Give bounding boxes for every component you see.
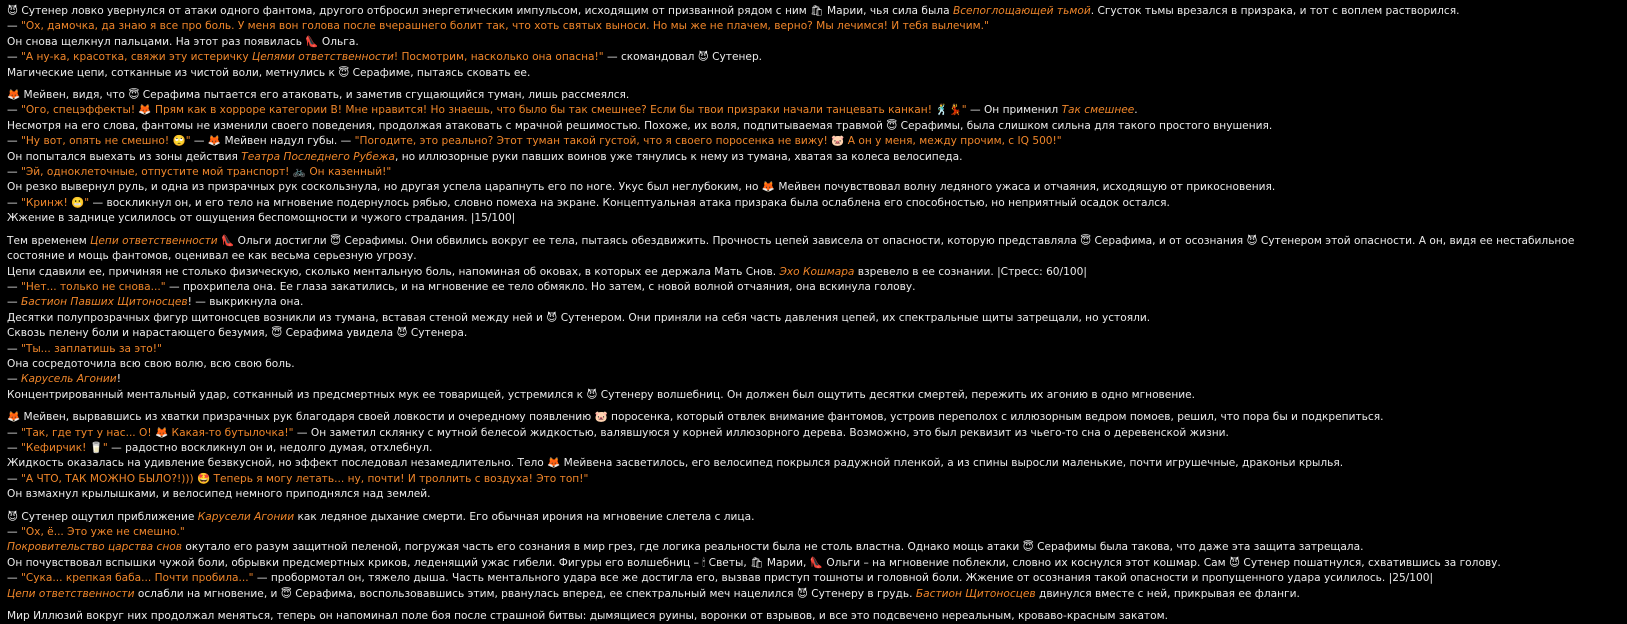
- narration-text: окутало его разум защитной пеленой, погружая часть его сознания в мир грез, где логика реальности была не столь властна. Однако мощь атаки 😇 Серафимы была такова, что даже эта защита затрещала.: [181, 541, 1364, 554]
- paragraph-gap: [7, 81, 1619, 88]
- ability-name: Бастион Щитоносцев: [915, 587, 1036, 600]
- story-line: [7, 265, 1619, 280]
- story-line: [7, 295, 1619, 310]
- narration-text: Несмотря на его слова, фантомы не изменили своего поведения, продолжая атаковать с мрачной решимостью. Похоже, их воля, подпитываемая травмой 😇 Серафимы, была слишком сильна для такого простого внушения.: [7, 119, 1273, 132]
- story-line: [7, 211, 1619, 226]
- ability-name: Цепями ответственности: [251, 51, 394, 64]
- story-line: [7, 35, 1619, 50]
- narration-text: —: [7, 51, 21, 64]
- narration-text: !: [116, 373, 121, 386]
- story-line: [7, 342, 1619, 357]
- narration-text: — радостно воскликнул он и, недолго думая, отхлебнул.: [107, 441, 433, 454]
- dialogue-text: "Ох, ё... Это уже не смешно.": [20, 526, 185, 538]
- narration-text: Он попытался выехать из зоны действия: [7, 150, 242, 163]
- ability-name: Покровительство царства снов: [7, 541, 182, 554]
- narration-text: — Он заметил склянку с мутной белесой жидкостью, валявшуюся у корней иллюзорного дерева. Возможно, это был реквизит из чьего-то сна о деревенской жизни.: [293, 426, 1229, 439]
- narration-text: Он снова щелкнул пальцами. На этот раз появилась 👠 Ольга.: [7, 35, 359, 48]
- story-line: [7, 587, 1619, 602]
- story-line: [7, 426, 1619, 441]
- narration-text: —: [7, 472, 21, 485]
- narration-text: Десятки полупрозрачных фигур щитоносцев возникли из тумана, вставая стеной между ней и 😈 Сутенером. Они приняли на себя часть давления цепей, их спектральные щиты затрещали, но устояли.: [7, 311, 1151, 324]
- paragraph-gap: [7, 403, 1619, 410]
- dialogue-text: "Кефирчик! 🥛": [20, 441, 108, 454]
- narration-text: —: [7, 526, 21, 538]
- story-line: [7, 609, 1619, 624]
- narration-text: ослабли на мгновение, и 😇 Серафима, воспользовавшись этим, рванулась вперед, ее спектральный меч нацелился 😈 Сутенеру в грудь.: [134, 587, 916, 600]
- story-line: [7, 357, 1619, 372]
- narration-text: Он резко вывернул руль, и одна из призрачных рук соскользнула, но другая успела царапнуть его по ноге. Укус был неглубоким, но 🦊 Мейвен почувствовал волну ледяного ужаса и отчаяния, исходящую от прикосновения.: [7, 181, 1276, 194]
- narration-text: —: [7, 166, 21, 179]
- narration-text: —: [7, 104, 21, 117]
- ability-name: Карусель Агонии: [20, 373, 117, 386]
- story-line: [7, 119, 1619, 134]
- dialogue-text: "Ты... заплатишь за это!": [20, 342, 162, 355]
- narration-text: Цепи сдавили ее, причиняя не столько физическую, сколько ментальную боль, напоминая об оковах, в которых ее держала Мать Снов.: [7, 265, 780, 278]
- story-line: [7, 134, 1619, 149]
- story-line: [7, 165, 1619, 180]
- narration-text: 😈 Сутенер ощутил приближение: [7, 510, 198, 523]
- narration-text: 👠 Ольги достигли 😇 Серафимы. Они обвились вокруг ее тела, пытаясь обездвижить. Прочность цепей зависела от опасности, которую представляла 😇 Серафима, и от осознания 😈 Сутенером этой опасности. А он, видя ее нестабильное состояние и мощь фантомов, оценивал ее как весьма серьезную угрозу.: [7, 234, 1575, 263]
- story-line: [7, 50, 1619, 65]
- story-line: [7, 472, 1619, 487]
- ability-name: Всепоглощающей тьмой: [952, 5, 1091, 17]
- narration-text: Сквозь пелену боли и нарастающего безумия, 😇 Серафима увидела 😈 Сутенера.: [7, 327, 468, 340]
- ability-name: Карусели Агонии: [197, 510, 295, 523]
- narration-text: Концентрированный ментальный удар, сотканный из предсмертных мук ее товарищей, устремился к 😈 Сутенеру волшебниц. Он должен был ощутить десятки смертей, пережить их агонию в одно мгновение.: [7, 388, 1196, 401]
- narration-text: —: [7, 441, 21, 454]
- narration-text: 🦊 Мейвен, видя, что 😇 Серафима пытается его атаковать, и заметив сгущающийся туман, лишь рассмеялся.: [7, 89, 630, 102]
- narration-text: —: [7, 342, 21, 355]
- story-line: [7, 196, 1619, 211]
- narration-text: —: [7, 373, 21, 386]
- ability-name: Театра Последнего Рубежа: [241, 150, 395, 163]
- narration-text: —: [7, 135, 21, 148]
- narration-text: Жидкость оказалась на удивление безвкусной, но эффект последовал незамедлительно. Тело 🦊 Мейвена засветилось, его велосипед покрылся радужной пленкой, а из спины выросли маленькие, почти игрушечные, драконьи крылья.: [7, 457, 1344, 470]
- story-line: [7, 326, 1619, 341]
- narration-text: —: [7, 20, 21, 33]
- narration-text: —: [7, 280, 21, 293]
- narration-text: Он взмахнул крылышками, и велосипед немного приподнялся над землей.: [7, 488, 431, 501]
- narration-text: Она сосредоточила всю свою волю, всю свою боль.: [7, 357, 295, 370]
- narration-text: — пробормотал он, тяжело дыша. Часть ментального удара все же достигла его, вызвав приступ тошноты и головной боли. Жжение от осознания такой опасности и пропущенного удара усилилось. |25/100|: [253, 572, 1434, 585]
- narration-text: взревело в ее сознании. |Стресс: 60/100|: [854, 265, 1087, 278]
- narration-text: — скомандовал 😈 Сутенер.: [603, 51, 763, 64]
- story-line: [7, 372, 1619, 387]
- narration-text: — 🦊 Мейвен надул губы. —: [190, 135, 355, 148]
- ability-name: Эхо Кошмара: [779, 265, 855, 278]
- story-line: [7, 103, 1619, 118]
- story-line: [7, 66, 1619, 81]
- ability-name: Бастион Павших Щитоносцев: [20, 296, 188, 309]
- narration-text: Мир Иллюзий вокруг них продолжал меняться, теперь он напоминал поле боя после страшной битвы: дымящиеся руины, воронки от взрывов, и все это подсвечено нереальным, кроваво-красным закатом.: [7, 610, 1168, 623]
- narration-text: как ледяное дыхание смерти. Его обычная ирония на мгновение слетела с лица.: [294, 510, 755, 523]
- story-line: [7, 280, 1619, 295]
- story-line: [7, 510, 1619, 525]
- dialogue-text: "А ЧТО, ТАК МОЖНО БЫЛО?!))) 🤩 Теперь я могу летать... ну, почти! И троллить с воздуха! Это топ!": [20, 472, 589, 485]
- dialogue-text: "Сука... крепкая баба... Почти пробила...": [20, 572, 254, 585]
- paragraph-gap: [7, 503, 1619, 510]
- narration-text: . Сгусток тьмы врезался в призрака, и тот с воплем растворился.: [1090, 5, 1460, 17]
- narration-text: Тем временем: [7, 234, 91, 247]
- story-line: [7, 410, 1619, 425]
- dialogue-text: "Ого, спецэффекты! 🦊 Прям как в хорроре категории В! Мне нравится! Но знаешь, что было бы так смешнее? Если бы твои призраки начали танцевать канкан! 🕺💃": [20, 104, 967, 117]
- story-line: [7, 441, 1619, 456]
- narration-text: 😈 Сутенер ловко увернулся от атаки одного фантома, другого отбросил энергетическим импульсом, исходящим от призванной рядом с ним 🛍 Марии, чья сила была: [7, 5, 953, 17]
- paragraph-gap: [7, 602, 1619, 609]
- dialogue-text: "Ох, дамочка, да знаю я все про боль. У меня вон голова после вчерашнего болит так, что хоть святых выноси. Но мы же не плачем, верно? Мы лечимся! И тебя вылечим.": [20, 20, 989, 33]
- story-line: [7, 150, 1619, 165]
- story-line: [7, 525, 1619, 540]
- dialogue-text: "Ну вот, опять не смешно! 🙄": [20, 135, 191, 148]
- dialogue-text: ! Посмотрим, насколько она опасна!": [393, 51, 604, 64]
- story-line: [7, 19, 1619, 34]
- dialogue-text: "Кринж! 😬": [20, 196, 90, 209]
- dialogue-text: "Нет... только не снова...": [20, 280, 166, 293]
- narration-text: Жжение в заднице усилилось от ощущения беспомощности и чужого страдания. |15/100|: [7, 212, 516, 225]
- story-line: [7, 388, 1619, 403]
- story-line: [7, 180, 1619, 195]
- narration-text: —: [7, 572, 21, 585]
- dialogue-text: "Эй, одноклеточные, отпустите мой транспорт! 🚲 Он казенный!": [20, 166, 392, 179]
- ability-name: Цепи ответственности: [90, 234, 218, 247]
- story-line: [7, 456, 1619, 471]
- narration-text: — прохрипела она. Ее глаза закатились, и на мгновение ее тело обмякло. Но затем, с новой волной отчаяния, она вскинула голову.: [165, 280, 916, 293]
- paragraph-gap: [7, 227, 1619, 234]
- story-line: [7, 311, 1619, 326]
- narration-text: , но иллюзорные руки павших воинов уже тянулись к нему из тумана, хватая за колеса велосипеда.: [394, 150, 963, 163]
- story-line: [7, 540, 1619, 555]
- narration-text: — Он применил: [966, 104, 1062, 117]
- story-line: [7, 571, 1619, 586]
- narration-text: .: [1134, 104, 1138, 117]
- narration-text: —: [7, 196, 21, 209]
- story-line: [7, 556, 1619, 571]
- narration-text: 🦊 Мейвен, вырвавшись из хватки призрачных рук благодаря своей ловкости и очередному появлению 🐷 поросенка, который отвлек внимание фантомов, устроив переполох с иллюзорным ведром помоев, решил, что пора бы и подкрепиться.: [7, 411, 1384, 424]
- story-line: [7, 487, 1619, 502]
- narration-text: —: [7, 296, 21, 309]
- ability-name: Так смешнее: [1061, 104, 1135, 117]
- story-line: [7, 234, 1619, 265]
- story-line: [7, 4, 1619, 19]
- narration-text: —: [7, 426, 21, 439]
- dialogue-text: "Так, где тут у нас... О! 🦊 Какая-то бутылочка!": [20, 426, 294, 439]
- narration-text: ! — выкрикнула она.: [187, 296, 304, 309]
- ability-name: Цепи ответственности: [7, 587, 135, 600]
- narration-text: — воскликнул он, и его тело на мгновение подернулось рябью, словно помеха на экране. Концептуальная атака призрака была ослаблена его способностью, но неприятный осадок остался.: [89, 196, 1170, 209]
- narration-text: Магические цепи, сотканные из чистой воли, метнулись к 😇 Серафиме, пытаясь сковать ее.: [7, 66, 531, 79]
- narration-text: Он почувствовал вспышки чужой боли, обрывки предсмертных криков, леденящий ужас гибели. Фигуры его волшебниц – 🕯 Светы, 🛍 Марии, 👠 Ольги – на мгновение поблекли, словно их коснулся этот кошмар. Сам 😈 Сутенер пошатнулся, схватившись за голову.: [7, 556, 1501, 569]
- story-line: [7, 88, 1619, 103]
- dialogue-text: "Погодите, это реально? Этот туман такой густой, что я своего поросенка не вижу! 🐷 А он у меня, между прочим, с IQ 500!": [354, 135, 1062, 148]
- dialogue-text: "А ну-ка, красотка, свяжи эту истеричку: [20, 51, 252, 64]
- narration-text: двинулся вместе с ней, прикрывая ее фланги.: [1035, 587, 1300, 600]
